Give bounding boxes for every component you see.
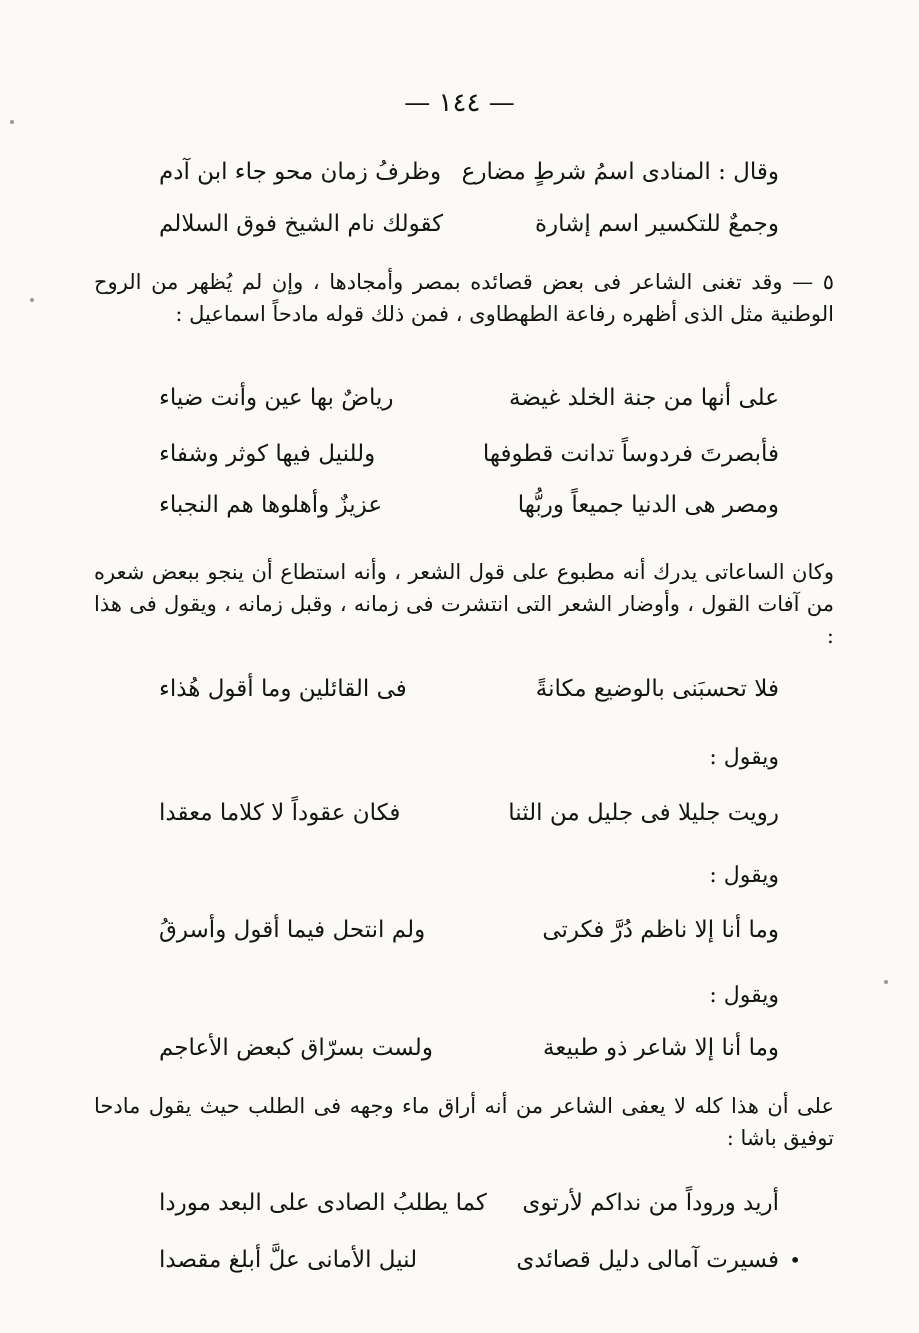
verse-first-hemistich: فلا تحسبَنى بالوضيع مكانةً xyxy=(535,676,779,702)
lead-in-text: ويقول : xyxy=(709,745,779,770)
verse-second-hemistich: كما يطلبُ الصادى على البعد موردا xyxy=(159,1190,487,1216)
verse-second-hemistich: وللنيل فيها كوثر وشفاء xyxy=(159,441,376,467)
verse-line xyxy=(159,437,779,471)
verse-second-hemistich: ولم انتحل فيما أقول وأسرقُ xyxy=(159,917,426,943)
scan-speck xyxy=(884,980,888,984)
verse-first-hemistich: فأبصرتَ فردوساً تدانت قطوفها xyxy=(482,441,779,467)
verse-line xyxy=(159,1243,779,1277)
verse-second-hemistich: فى القائلين وما أقول هُذاء xyxy=(159,676,407,702)
verse-line xyxy=(159,796,779,830)
verse-first-hemistich: على أنها من جنة الخلد غيضة xyxy=(509,385,779,411)
verse-line xyxy=(159,381,779,415)
scan-speck xyxy=(10,120,14,124)
verse-line xyxy=(159,672,779,706)
scan-speck xyxy=(30,298,34,302)
verse-line xyxy=(159,1031,779,1065)
lead-in-text: ويقول : xyxy=(709,983,779,1008)
verse-second-hemistich: وظرفُ زمان محو جاء ابن آدم xyxy=(159,159,442,185)
verse-first-hemistich: رويت جليلا فى جليل من الثنا xyxy=(508,800,779,826)
verse-line xyxy=(159,488,779,522)
verse-second-hemistich: كقولك نام الشيخ فوق السلالم xyxy=(159,211,444,237)
page-number: — ١٤٤ — xyxy=(404,88,515,118)
paragraph: على أن هذا كله لا يعفى الشاعر من أنه أراق ماء وجهه فى الطلب حيث يقول مادحا توفيق باشا : xyxy=(94,1094,834,1150)
verse-first-hemistich: وجمعٌ للتكسير اسم إشارة xyxy=(534,211,779,237)
verse-second-hemistich: رياضٌ بها عين وأنت ضياء xyxy=(159,385,394,411)
verse-line xyxy=(159,207,779,241)
verse-second-hemistich: لنيل الأمانى علَّ أبلغ مقصدا xyxy=(159,1247,418,1273)
verse-first-hemistich: وما أنا إلا ناظم دُرَّ فكرتى xyxy=(542,917,779,943)
verse-line xyxy=(159,913,779,947)
verse-first-hemistich: وما أنا إلا شاعر ذو طبيعة xyxy=(543,1035,779,1061)
verse-first-hemistich: فسيرت آمالى دليل قصائدى xyxy=(516,1247,779,1273)
verse-second-hemistich: فكان عقوداً لا كلاما معقدا xyxy=(159,800,401,826)
paragraph: ٥ — وقد تغنى الشاعر فى بعض قصائده بمصر وأمجادها ، وإن لم يُظهر من الروح الوطنية مثل الذى أظهره رفاعة الطهطاوى ، فمن ذلك قوله مادحاً اسماعيل : xyxy=(94,270,834,326)
bullet-mark: • xyxy=(789,1248,801,1272)
verse-second-hemistich: ولست بسرّاق كبعض الأعاجم xyxy=(159,1035,433,1061)
verse-first-hemistich: وقال : المنادى اسمُ شرطٍ مضارع xyxy=(461,159,779,185)
lead-in-text: ويقول : xyxy=(709,863,779,888)
verse-first-hemistich: أريد وروداً من نداكم لأرتوى xyxy=(522,1190,779,1216)
verse-line xyxy=(159,1186,779,1220)
verse-first-hemistich: ومصر هى الدنيا جميعاً وربُّها xyxy=(517,492,779,518)
verse-line xyxy=(159,155,779,189)
paragraph: وكان الساعاتى يدرك أنه مطبوع على قول الشعر ، وأنه استطاع أن ينجو ببعض شعره من آفات القول ، وأوضار الشعر التى انتشرت فى زمانه ، وقبل زمانه ، ويقول فى هذا : xyxy=(94,560,834,648)
verse-second-hemistich: عزيزٌ وأهلوها هم النجباء xyxy=(159,492,383,518)
